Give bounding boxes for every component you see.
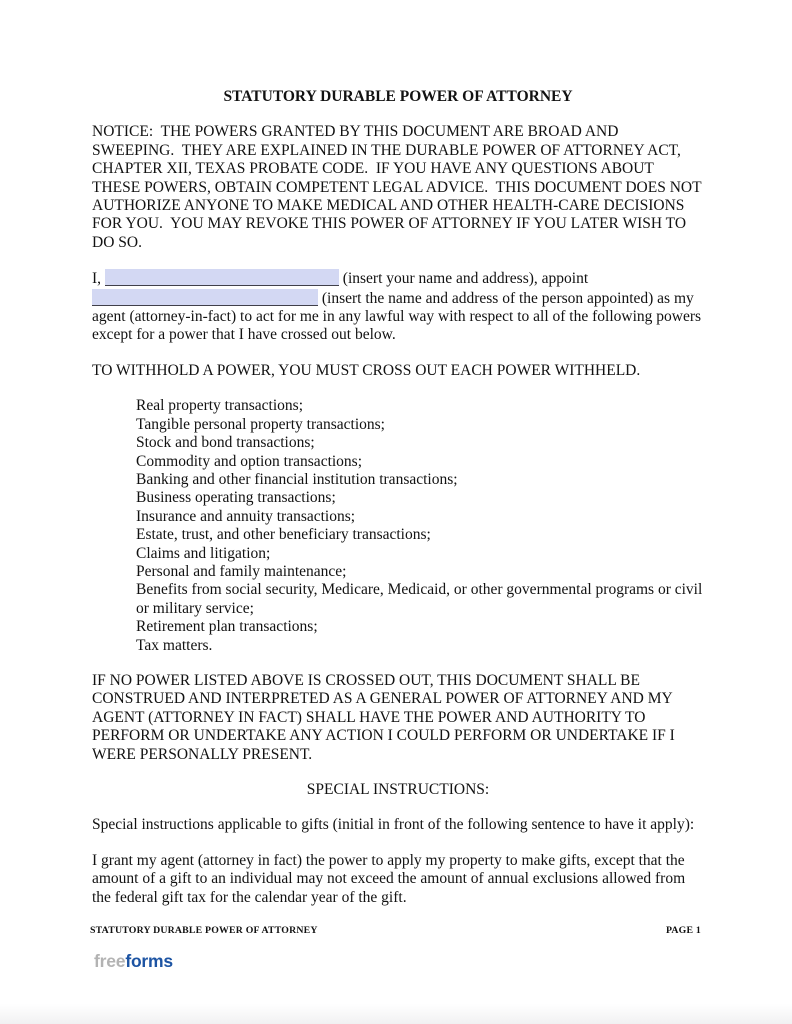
footer-document-title: STATUTORY DURABLE POWER OF ATTORNEY (90, 925, 318, 936)
withhold-heading: TO WITHHOLD A POWER, YOU MUST CROSS OUT EACH POWER WITHHELD. (92, 361, 641, 379)
principal-name-address-field[interactable] (105, 269, 339, 286)
power-item-estate-trust: Estate, trust, and other beneficiary transactions; (136, 526, 431, 544)
power-item-tangible-personal-property: Tangible personal property transactions; (136, 415, 385, 433)
power-item-tax-matters: Tax matters. (136, 636, 213, 654)
notice-paragraph: NOTICE: THE POWERS GRANTED BY THIS DOCUMENT ARE BROAD AND SWEEPING. THEY ARE EXPLAINED IN THE DURABLE POWER OF ATTORNEY ACT, CHAPTER XII, TEXAS PROBATE CODE. IF YOU HAVE ANY QUESTIONS ABOUT THESE POWERS, OBTAIN COMPETENT LEGAL ADVICE. THIS DOCUMENT DOES NOT AUTHORIZE ANYONE TO MAKE MEDICAL AND OTHER HEALTH-CARE DECISIONS FOR YOU. YOU MAY REVOKE THIS POWER OF ATTORNEY IF YOU LATER WISH TO DO SO. (92, 123, 705, 251)
appointment-continuation: agent (attorney-in-fact) to act for me in any lawful way with respect to all of the following powers except for a power that I have crossed out below. (92, 308, 705, 344)
power-item-insurance-annuity: Insurance and annuity transactions; (136, 507, 356, 525)
appointment-line2-suffix: (insert the name and address of the person appointed) as my (318, 289, 694, 307)
footer-page-number: PAGE 1 (665, 925, 701, 936)
appointment-paragraph (92, 269, 704, 345)
power-item-stock-and-bond: Stock and bond transactions; (136, 434, 315, 452)
page-title: STATUTORY DURABLE POWER OF ATTORNEY (223, 88, 573, 105)
no-power-paragraph: IF NO POWER LISTED ABOVE IS CROSSED OUT, THIS DOCUMENT SHALL BE CONSTRUED AND INTERPRETED AS A GENERAL POWER OF ATTORNEY AND MY AGENT (ATTORNEY IN FACT) SHALL HAVE THE POWER AND AUTHORITY TO PERFORM OR UNDERTAKE ANY ACTION I COULD PERFORM OR UNDERTAKE IF I WERE PERSONALLY PRESENT. (92, 671, 679, 763)
power-item-real-property: Real property transactions; (136, 397, 304, 415)
power-item-retirement-plan: Retirement plan transactions; (136, 618, 318, 636)
page-edge-shade (0, 1004, 792, 1024)
powers-list (136, 397, 704, 655)
page-footer (90, 922, 701, 940)
appointment-line1-prefix: I, (92, 270, 105, 288)
agent-name-address-field[interactable] (92, 289, 318, 306)
power-item-personal-family-maintenance: Personal and family maintenance; (136, 562, 347, 580)
power-item-claims-litigation: Claims and litigation; (136, 544, 271, 562)
freeforms-logo (94, 952, 173, 970)
power-item-benefits-social-security: Benefits from social security, Medicare, Medicaid, or other governmental programs or civil or military service; (136, 581, 703, 617)
power-item-banking: Banking and other financial institution transactions; (136, 470, 458, 488)
power-item-business-operating: Business operating transactions; (136, 489, 336, 507)
document-content (92, 88, 704, 924)
logo-forms-text: forms (125, 951, 173, 971)
appointment-line1-suffix: (insert your name and address), appoint (338, 270, 589, 288)
logo-free-text: free (94, 951, 126, 971)
special-instructions-heading: SPECIAL INSTRUCTIONS: (306, 781, 490, 798)
gifts-instruction-line: Special instructions applicable to gifts (initial in front of the following sentence to have it apply): (92, 816, 695, 834)
power-item-commodity-and-option: Commodity and option transactions; (136, 452, 363, 470)
gifts-paragraph: I grant my agent (attorney in fact) the power to apply my property to make gifts, except that the amount of a gift to an individual may not exceed the amount of annual exclusions allowed from the federal gift tax for the calendar year of the gift. (92, 851, 690, 906)
